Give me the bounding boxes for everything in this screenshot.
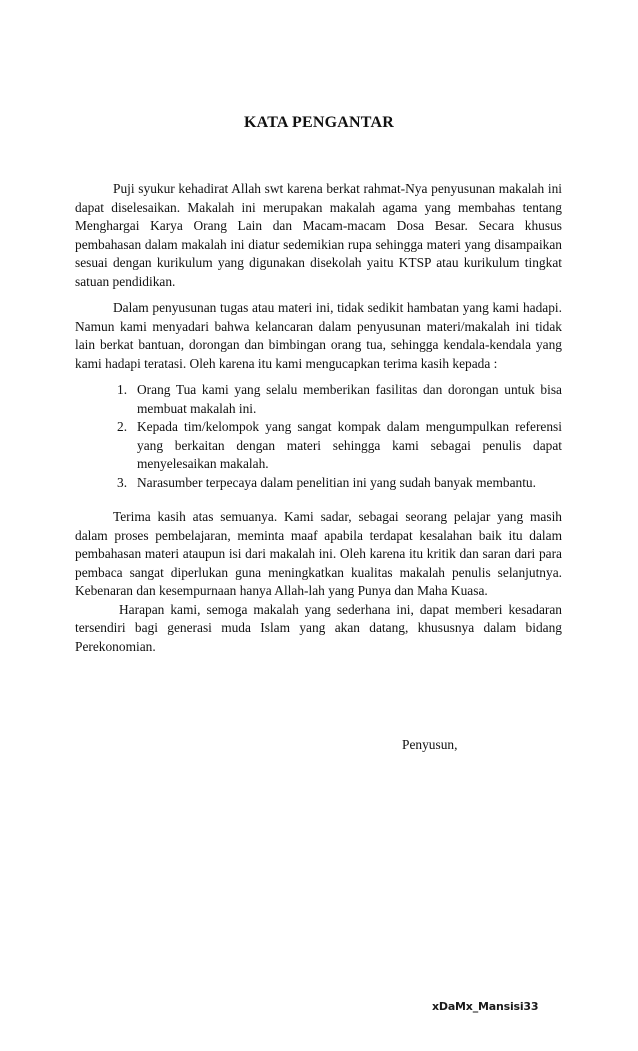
list-item-number: 3. (117, 474, 128, 490)
page-title: KATA PENGANTAR (244, 114, 394, 131)
list-item-number: 1. (117, 382, 128, 397)
paragraph-intro: Puji syukur kehadirat Allah swt karena berkat rahmat-Nya penyusunan makalah ini dapat diselesaikan. Makalah ini merupakan makalah agama yang membahas tentang Menghargai Karya Orang Lain dan Macam-macam Dosa Besar. Secara khusus pembahasan dalam makalah ini diatur sedemikian rupa sehingga materi yang disampaikan sesuai dengan kurikulum yang digunakan disekolah yaitu KTSP atau kurikulum tingkat satuan pendidikan. (75, 181, 562, 289)
list-item (117, 418, 562, 474)
thanks-list (75, 381, 562, 492)
list-item (117, 474, 562, 493)
paragraph-gratitude: Terima kasih atas semuanya. Kami sadar, sebagai seorang pelajar yang masih dalam proses pembelajaran, meminta maaf apabila terdapat kesalahan baik itu dalam pembahasan materi ataupun isi dari makalah ini. Oleh karena itu kritik dan saran dari para pembaca sangat diperlukan guna meningkatkan kualitas makalah penulis selanjutnya. Kebenaran dan kesempurnaan hanya Allah-lah yang Punya dan Maha Kuasa. (75, 509, 562, 598)
paragraph-hope: Harapan kami, semoga makalah yang sederhana ini, dapat memberi kesadaran tersendiri bagi generasi muda Islam yang akan datang, khususnya dalam bidang Perekonomian. (75, 601, 562, 654)
list-item-text: Kepada tim/kelompok yang sangat kompak dalam mengumpulkan referensi yang berkaitan dengan materi sehingga kami sebagai penulis dapat menyelesaikan makalah. (137, 419, 562, 471)
list-item-number: 2. (117, 419, 128, 434)
paragraph-obstacles: Dalam penyusunan tugas atau materi ini, tidak sedikit hambatan yang kami hadapi. Namun kami menyadari bahwa kelancaran dalam penyusunan materi/makalah ini tidak lain berkat bantuan, dorongan dan bimbingan orang tua, sehingga kendala-kendala yang kami hadapi teratasi. Oleh karena itu kami mengucapkan terima kasih kepada : (75, 300, 562, 371)
document-body (75, 180, 562, 664)
list-item-text: Narasumber terpecaya dalam penelitian ini yang sudah banyak membantu. (137, 474, 536, 490)
list-item (117, 381, 562, 418)
list-item-text: Orang Tua kami yang selalu memberikan fasilitas dan dorongan untuk bisa membuat makalah ini. (137, 382, 562, 416)
signature-label: Penyusun, (402, 737, 458, 752)
footer-watermark: xDaMx_Mansisi33 (432, 1000, 539, 1013)
